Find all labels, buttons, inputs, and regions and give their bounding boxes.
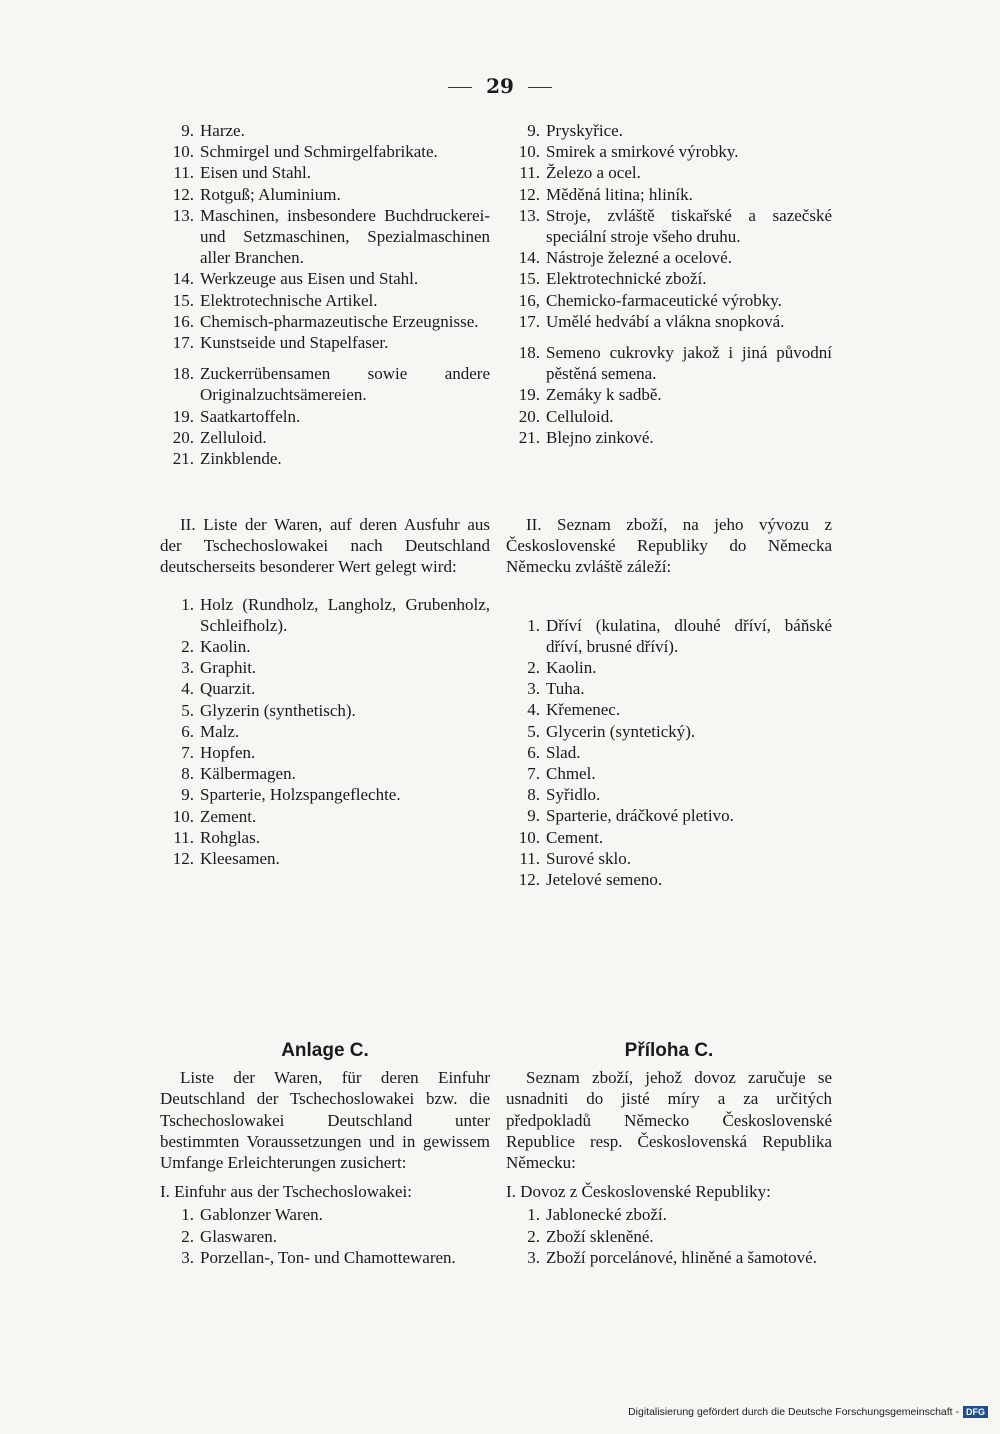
item-text: Nástroje železné a ocelové. [546, 248, 732, 268]
item-number: 7. [181, 743, 194, 763]
item-text: Sparterie, Holzspangeflechte. [200, 785, 401, 805]
list-item [160, 1247, 490, 1268]
item-text: Chemicko-farmaceutické výrobky. [546, 290, 782, 310]
item-number: 12. [518, 184, 540, 204]
item-text: Eisen und Stahl. [200, 163, 311, 183]
item-text: Celluloid. [546, 406, 614, 426]
list-item [160, 290, 490, 311]
item-text: Slad. [546, 742, 581, 762]
item-number: 11. [173, 163, 194, 183]
list-item [506, 406, 832, 427]
list-item [160, 742, 490, 763]
item-number: 10. [518, 827, 540, 847]
list-item [160, 162, 490, 183]
item-text: Glyzerin (synthetisch). [200, 700, 356, 720]
item-text: Elektrotechnické zboží. [546, 269, 707, 289]
list-item [160, 363, 490, 405]
item-text: Kälbermagen. [200, 764, 296, 784]
item-text: Dříví (kulatina, dlouhé dříví, báňské dříví, brusné dříví). [546, 615, 832, 656]
item-text: Kaolin. [200, 637, 251, 657]
item-number: 14. [518, 248, 540, 268]
list-item [506, 384, 832, 405]
item-text: Blejno zinkové. [546, 427, 654, 447]
list-item [506, 763, 832, 784]
item-number: 10. [172, 806, 194, 826]
item-text: Jablonecké zboží. [546, 1205, 667, 1225]
annex-german-section-title: I. Einfuhr aus der Tschechoslowakei: [160, 1182, 413, 1202]
item-number: 9. [181, 121, 194, 140]
item-text: Chemisch-pharmazeutische Erzeugnisse. [200, 311, 479, 331]
item-text: Umělé hedvábí a vlákna snopková. [546, 311, 785, 331]
list-item [506, 184, 832, 205]
item-number: 4. [181, 679, 194, 699]
list-item [160, 332, 490, 353]
list-item [506, 699, 832, 720]
item-text: Syřidlo. [546, 785, 601, 805]
list-item [506, 827, 832, 848]
list-item [160, 427, 490, 448]
item-number: 16, [518, 290, 540, 310]
item-text: Jetelové semeno. [546, 870, 663, 890]
item-text: Železo a ocel. [546, 163, 641, 183]
annex-german-heading: Anlage C. [281, 1040, 369, 1061]
list-item [160, 678, 490, 699]
list-item [506, 678, 832, 699]
item-number: 18. [172, 364, 194, 384]
annex-czech-intro: Seznam zboží, jehož dovoz zaručuje se usnadniti do jisté míry a za určitých předpokladů Německo Československé Republice resp. Československá Republika Německu: [506, 1068, 832, 1173]
item-text: Zboží skleněné. [546, 1226, 654, 1246]
item-number: 18. [518, 343, 540, 363]
item-text: Hopfen. [200, 743, 256, 763]
part2-czech-intro: II. Seznam zboží, na jeho vývozu z Československé Republiky do Německa Německu zvláště záleží: [506, 515, 832, 577]
item-text: Werkzeuge aus Eisen und Stahl. [200, 269, 419, 289]
list-item [160, 657, 490, 678]
list-item [160, 406, 490, 427]
item-number: 20. [518, 406, 540, 426]
item-text: Maschinen, insbesondere Buchdruckerei- und Setzmaschinen, Spezialmaschinen aller Branchen. [200, 205, 490, 268]
item-text: Pryskyřice. [546, 121, 623, 140]
list-item [506, 784, 832, 805]
item-number: 21. [172, 449, 194, 469]
item-number: 12. [518, 870, 540, 890]
item-text: Surové sklo. [546, 848, 631, 868]
list-item [506, 247, 832, 268]
part1-german-column [160, 120, 490, 469]
annex-czech-column [506, 1040, 832, 1268]
item-number: 2. [181, 637, 194, 657]
item-text: Stroje, zvláště tiskařské a sazečské speciální stroje všeho druhu. [546, 205, 832, 247]
item-number: 19. [172, 406, 194, 426]
item-number: 2. [527, 658, 540, 678]
item-text: Semeno cukrovky jakož i jiná původní pěstěná semena. [546, 343, 832, 384]
item-number: 12. [172, 184, 194, 204]
list-item [506, 290, 832, 311]
item-number: 10. [518, 142, 540, 162]
item-text: Glaswaren. [200, 1226, 277, 1246]
list-item [506, 848, 832, 869]
item-text: Rotguß; Aluminium. [200, 184, 341, 204]
list-item [160, 184, 490, 205]
item-number: 20. [172, 427, 194, 447]
list-item [160, 594, 490, 636]
item-number: 1. [527, 615, 540, 635]
list-item [506, 205, 832, 247]
list-item [506, 342, 832, 384]
item-text: Zemáky k sadbě. [546, 385, 662, 405]
item-number: 17. [172, 333, 194, 353]
list-item [160, 1226, 490, 1247]
item-text: Harze. [200, 121, 245, 140]
item-text: Zement. [200, 806, 257, 826]
list-item [506, 427, 832, 448]
list-item [160, 636, 490, 657]
part1-czech-column [506, 120, 832, 448]
item-number: 13. [518, 205, 540, 225]
item-text: Smirek a smirkové výrobky. [546, 142, 739, 162]
item-number: 19. [518, 385, 540, 405]
item-number: 21. [518, 427, 540, 447]
list-item [506, 721, 832, 742]
item-number: 3. [527, 1247, 540, 1267]
list-item [506, 1247, 832, 1268]
item-number: 15. [518, 269, 540, 289]
list-item [506, 742, 832, 763]
list-item [160, 806, 490, 827]
list-item [506, 615, 832, 657]
item-number: 2. [527, 1226, 540, 1246]
part2-german-column [160, 514, 490, 869]
list-item [506, 869, 832, 890]
list-item [506, 1226, 832, 1247]
item-number: 9. [527, 121, 540, 140]
item-text: Kleesamen. [200, 849, 280, 869]
item-number: 3. [181, 658, 194, 678]
item-number: 8. [181, 764, 194, 784]
list-item [160, 1204, 490, 1225]
item-text: Saatkartoffeln. [200, 406, 301, 426]
item-number: 1. [181, 1205, 194, 1225]
item-number: 3. [181, 1247, 194, 1267]
annex-czech-section-title: I. Dovoz z Československé Republiky: [506, 1182, 771, 1202]
item-text: Gablonzer Waren. [200, 1205, 323, 1225]
item-text: Malz. [200, 721, 240, 741]
part2-czech-column [506, 514, 832, 890]
item-number: 2. [181, 1226, 194, 1246]
item-number: 17. [518, 311, 540, 331]
annex-german-intro: Liste der Waren, für deren Einfuhr Deutschland der Tschechoslowakei bzw. die Tschechoslowakei Deutschland unter bestimmten Voraussetzungen und in gewissem Umfange Erleichterungen zusichert: [160, 1068, 490, 1173]
item-number: 1. [181, 594, 194, 614]
list-item [160, 141, 490, 162]
item-number: 5. [527, 721, 540, 741]
list-item [160, 721, 490, 742]
item-number: 13. [172, 205, 194, 225]
item-text: Holz (Rundholz, Langholz, Grubenholz, Schleifholz). [200, 594, 490, 635]
item-number: 12. [172, 849, 194, 869]
item-number: 3. [527, 679, 540, 699]
item-text: Quarzit. [200, 679, 256, 699]
item-number: 6. [181, 721, 194, 741]
page-number: 29 [0, 74, 1000, 98]
list-item [506, 311, 832, 332]
item-text: Graphit. [200, 658, 257, 678]
dash-right [528, 87, 552, 88]
list-item [160, 700, 490, 721]
item-number: 6. [527, 742, 540, 762]
list-item [160, 205, 490, 269]
footer-credit: Digitalisierung gefördert durch die Deutsche Forschungsgemeinschaft - DFG [628, 1406, 988, 1418]
part2-german-intro: II. Liste der Waren, auf deren Ausfuhr aus der Tschechoslowakei nach Deutschland deutscherseits besonderer Wert gelegt wird: [160, 515, 490, 577]
item-number: 1. [527, 1205, 540, 1225]
list-item [160, 311, 490, 332]
dash-left [448, 87, 472, 88]
item-text: Zinkblende. [200, 449, 282, 469]
item-number: 9. [181, 785, 194, 805]
list-item [160, 448, 490, 469]
list-item [160, 120, 490, 141]
item-text: Tuha. [546, 679, 585, 699]
item-text: Zuckerrübensamen sowie andere Originalzuchtsämereien. [200, 364, 490, 405]
item-text: Zelluloid. [200, 427, 267, 447]
list-item [506, 162, 832, 183]
item-text: Sparterie, dráčkové pletivo. [546, 806, 734, 826]
item-number: 11. [519, 163, 540, 183]
item-text: Rohglas. [200, 827, 260, 847]
item-text: Porzellan-, Ton- und Chamottewaren. [200, 1247, 456, 1267]
list-item [506, 268, 832, 289]
list-item [160, 268, 490, 289]
item-number: 8. [527, 785, 540, 805]
item-number: 11. [519, 848, 540, 868]
item-text: Cement. [546, 827, 604, 847]
item-text: Měděná litina; hliník. [546, 184, 693, 204]
item-text: Glycerin (syntetický). [546, 721, 696, 741]
item-text: Kunstseide und Stapelfaser. [200, 333, 389, 353]
item-text: Křemenec. [546, 700, 621, 720]
item-number: 11. [173, 827, 194, 847]
item-text: Zboží porcelánové, hliněné a šamotové. [546, 1247, 817, 1267]
list-item [160, 827, 490, 848]
list-item [506, 141, 832, 162]
annex-german-column [160, 1040, 490, 1268]
list-item [506, 120, 832, 141]
item-number: 4. [527, 700, 540, 720]
item-number: 10. [172, 142, 194, 162]
item-text: Chmel. [546, 764, 596, 784]
item-number: 16. [172, 311, 194, 331]
annex-czech-heading: Příloha C. [624, 1040, 714, 1061]
dfg-logo: DFG [963, 1406, 988, 1418]
item-number: 5. [181, 700, 194, 720]
item-number: 14. [172, 269, 194, 289]
list-item [160, 784, 490, 805]
item-text: Schmirgel und Schmirgelfabrikate. [200, 142, 438, 162]
list-item [506, 657, 832, 678]
list-item [160, 763, 490, 784]
item-text: Kaolin. [546, 658, 597, 678]
item-number: 7. [527, 764, 540, 784]
list-item [160, 848, 490, 869]
list-item [506, 805, 832, 826]
item-text: Elektrotechnische Artikel. [200, 290, 378, 310]
item-number: 9. [527, 806, 540, 826]
list-item [506, 1204, 832, 1225]
item-number: 15. [172, 290, 194, 310]
